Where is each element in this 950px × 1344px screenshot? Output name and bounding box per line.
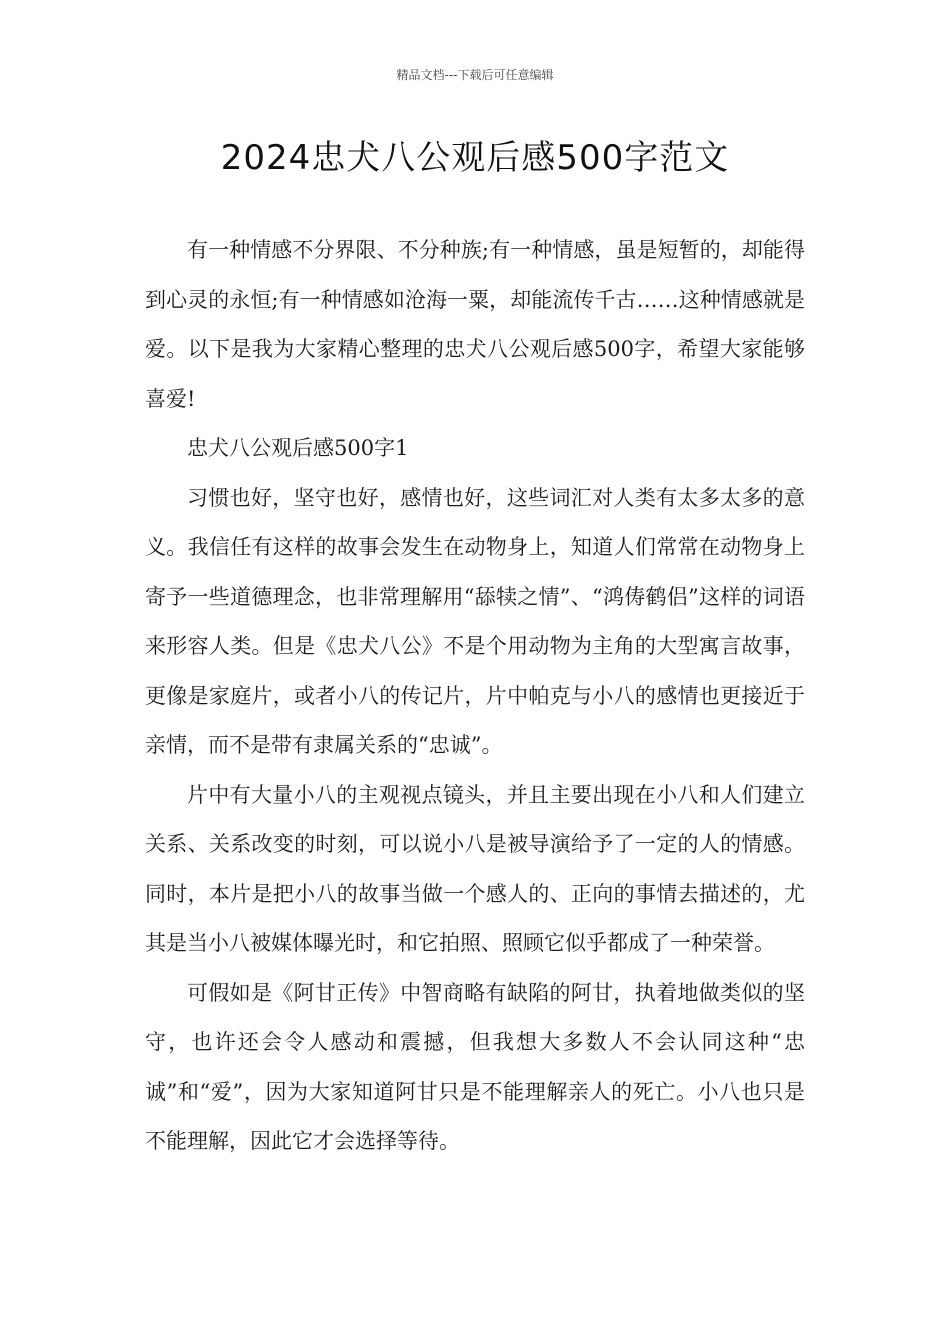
header-note: 精品文档---下载后可任意编辑 — [396, 68, 554, 82]
paragraph: 习惯也好，坚守也好，感情也好，这些词汇对人类有太多太多的意义。我信任有这样的故事会发生在动物身上，知道人们常常在动物身上寄予一些道德理念，也非常理解用“舔犊之情”、“鸿俦鹤侣”这样的词语来形容人类。但是《忠犬八公》不是个用动物为主角的大型寓言故事，更像是家庭片，或者小八的传记片，片中帕克与小八的感情也更接近于亲情，而不是带有隶属关系的“忠诚”。 — [145, 485, 805, 757]
document-body — [145, 226, 805, 1167]
paragraph: 可假如是《阿甘正传》中智商略有缺陷的阿甘，执着地做类似的坚守，也许还会令人感动和震撼，但我想大多数人不会认同这种“忠诚”和“爱”，因为大家知道阿甘只是不能理解亲人的死亡。小八也只是不能理解，因此它才会选择等待。 — [145, 980, 805, 1153]
page-title: 2024忠犬八公观后感500字范文 — [220, 138, 730, 178]
section-heading: 忠犬八公观后感500字1 — [187, 436, 409, 460]
paragraph-intro: 有一种情感不分界限、不分种族;有一种情感，虽是短暂的，却能得到心灵的永恒;有一种情感如沧海一粟，却能流传千古……这种情感就是爱。以下是我为大家精心整理的忠犬八公观后感500字，希望大家能够喜爱! — [145, 238, 805, 411]
paragraph: 片中有大量小八的主观视点镜头，并且主要出现在小八和人们建立关系、关系改变的时刻，可以说小八是被导演给予了一定的人的情感。同时，本片是把小八的故事当做一个感人的、正向的事情去描述的，尤其是当小八被媒体曝光时，和它拍照、照顾它似乎都成了一种荣誉。 — [145, 782, 805, 955]
